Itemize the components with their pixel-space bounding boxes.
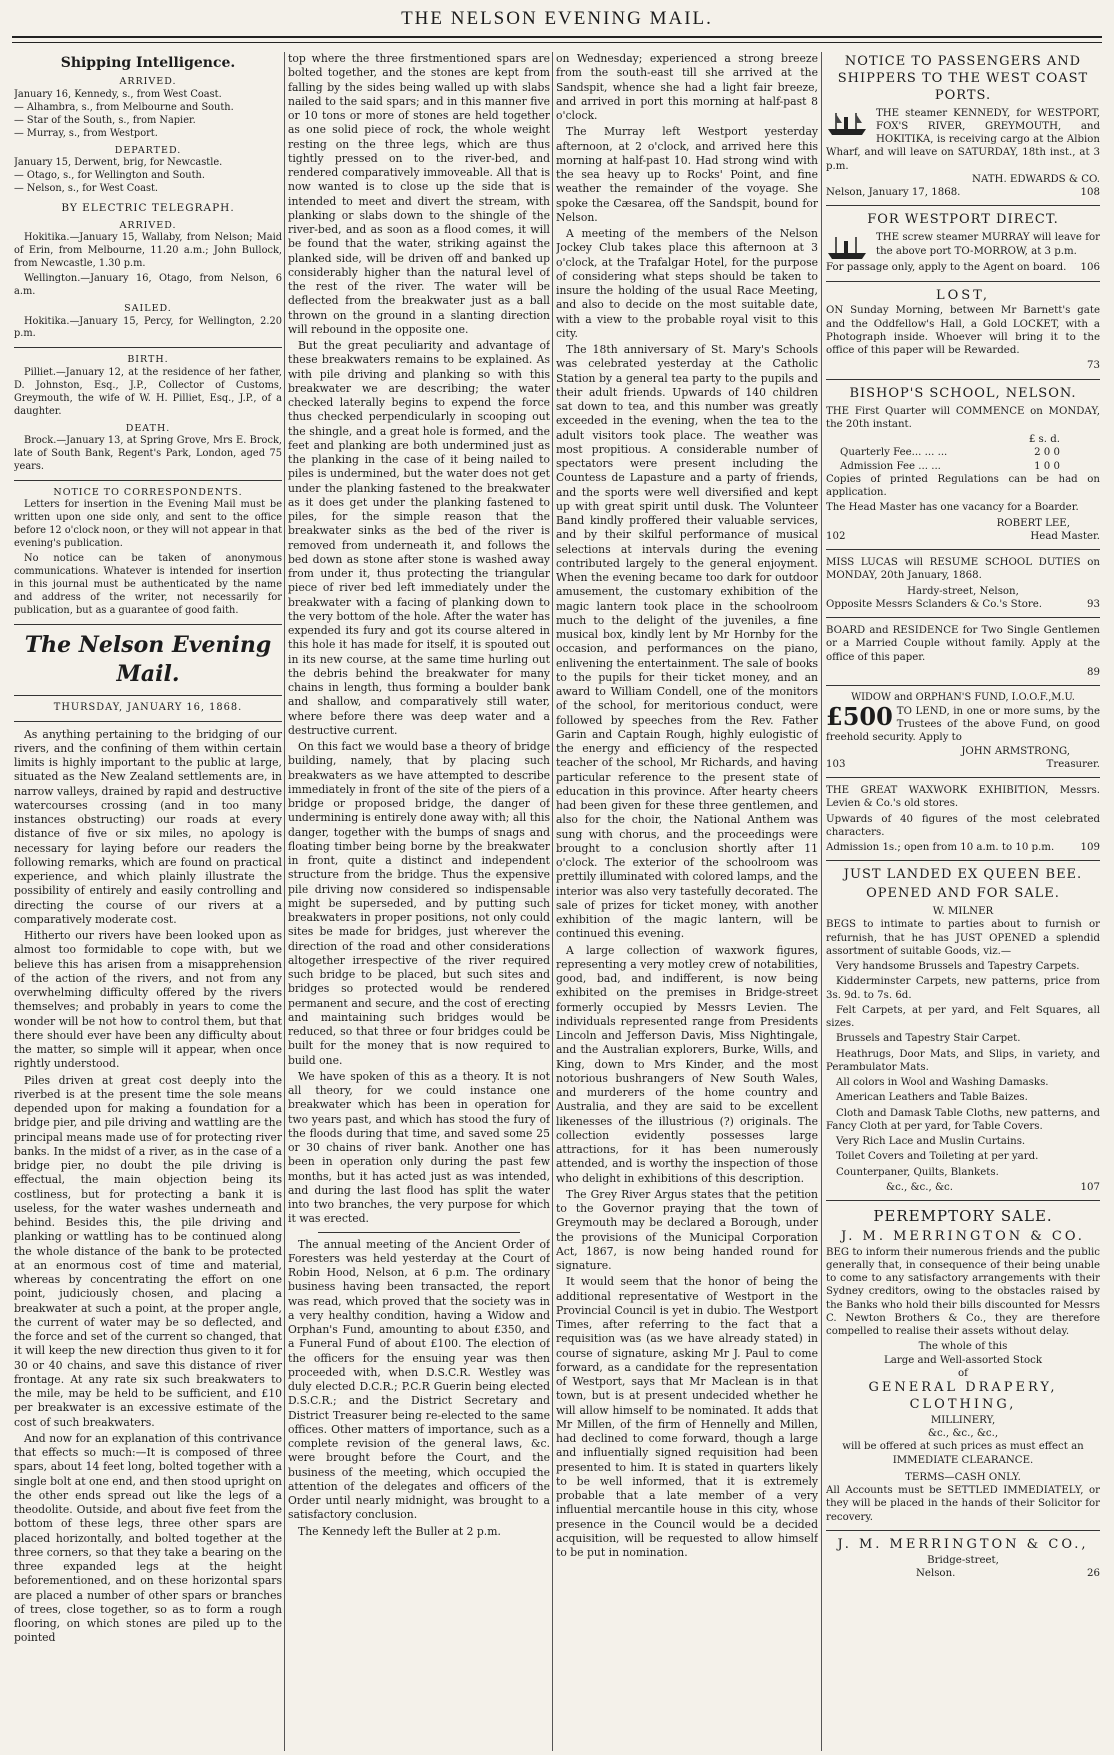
article-paragraph: The 18th anniversary of St. Mary's Schools was celebrated yesterday at the Catholic Station by a general tea party to the pupils and their adult friends. Upwards of 140 children sat down to tea, and this number was greatly exceeded in the evening, when the tea to the adult visitors took place. The weather was most propitious. A considerable number of spectators were present including the Countess de Lapasture and a party of friends, and the sports were well diversified and kept up with great spirit until dusk. The Volunteer Band kindly proffered their valuable services, and by their skilful performance of musical selections at intervals during the evening contributed largely to the general enjoyment. When the evening became too dark for outdoor amusement, the customary exhibition of the magic lantern took place in the schoolroom much to the delight of the juveniles, a fine musical box, kindly lent by Mr Hornby for the occasion, and performances on the piano, enlivening the entertainment. The sale of books to the pupils for their ticket money, and an award to William Condell, one of the monitors of the school, for meritorious conduct, were followed by speeches from the Rev. Father Garin and Captain Rough, highly eulogistic of the energy and efficiency of the respected teacher of the school, Mr Richards, and having particular reference to the present state of education in this province. After hearty cheers had been given for these three gentlemen, and also for the choir, the National Anthem was sung with chorus, and the proceedings were brought to a conclusion shortly after 11 o'clock. The exterior of the schoolroom was prettily illuminated with colored lamps, and the interior was also very tastefully decorated. The sale of prizes for ticket money, with another exhibition of the magic lantern, will be continued this evening.	[556, 343, 818, 941]
ad-line: &c., &c., &c.,	[927, 1428, 999, 1440]
ad-number: 109	[1080, 842, 1100, 854]
divider	[826, 205, 1100, 206]
list-item: January 15, Derwent, brig, for Newcastle.	[14, 157, 223, 169]
list-item: Brussels and Tapestry Stair Carpet.	[836, 1033, 1021, 1045]
ad-address: Hardy-street, Nelson,	[907, 585, 1019, 597]
ad-signature: ROBERT LEE,	[996, 517, 1070, 529]
tel-sailed-heading: SAILED.	[124, 302, 172, 314]
article-paragraph: Piles driven at great cost deeply into the riverbed is at the present time the sole means depended upon for making a foundation for a bridge pier, and pile driving and wattling are the principal means made use of for protecting river banks. In the midst of a river, as in the case of a bridge pier, no doubt the pile driving is effectual, the main objection being its costliness, but for protecting a bank it is useless, for the water washes underneath and behind. Besides this, the pile driving and planking or wattling has to be continued along the whole distance of the bank to be protected at an enormous cost of time and material, whereas by concentrating the effort on one point, judiciously chosen, and placing a breakwater at such a point, at the proper angle, the current of water may be so deflected, and the force and set of the current so changed, that it will keep the new direction thus given to it for 30 or 40 chains, and save this distance of river frontage. At any rate six such breakwaters to the mile, may be held to be sufficient, and £10 per breakwater is an excessive estimate of the cost of such breakwaters.	[14, 1073, 282, 1429]
article-paragraph: on Wednesday; experienced a strong breeze from the south-east till she arrived at the Sandspit, whence she had a light fair breeze, and arrived in port this morning at half-past 8 o'clock.	[556, 52, 818, 122]
divider	[826, 860, 1100, 861]
ad-body: BEGS to intimate to parties about to furnish or refurnish, that he has JUST OPENED a splendid assortment of suitable Goods, viz.—	[826, 919, 1100, 957]
tel-arrived-item: Wellington.—January 16, Otago, from Nelson, 6 a.m.	[14, 273, 282, 298]
list-item: Very handsome Brussels and Tapestry Carpets.	[836, 961, 1080, 973]
tel-arrived-heading: ARRIVED.	[119, 219, 177, 231]
notice-paragraph: No notice can be taken of anonymous communications. Whatever is intended for insertion in this journal must be authenticated by the name and address of the writer, not necessarily for publication, but as a guarantee of good faith.	[14, 553, 282, 616]
list-item: Heathrugs, Door Mats, and Slips, in variety, and Perambulator Mats.	[826, 1048, 1100, 1073]
divider	[14, 695, 282, 696]
list-item: Felt Carpets, at per yard, and Felt Squares, all sizes.	[826, 1004, 1100, 1030]
ad-heading: JUST LANDED EX QUEEN BEE.	[843, 867, 1083, 883]
departed-heading: DEPARTED.	[114, 144, 182, 156]
masthead-rule-thin	[12, 42, 1102, 43]
ad-date: Nelson, January 17, 1868.	[826, 187, 961, 199]
ad-firm: J. M. MERRINGTON & CO.,	[837, 1536, 1089, 1552]
ad-line: Admission 1s.; open from 10 a.m. to 10 p.m.	[826, 842, 1055, 854]
ad-number: 26	[1087, 1567, 1100, 1579]
ad-heading: FOR WESTPORT DIRECT.	[867, 212, 1059, 228]
ad-line: IMMEDIATE CLEARANCE.	[892, 1454, 1034, 1466]
ad-street: Bridge-street,	[927, 1554, 999, 1566]
article-paragraph: It would seem that the honor of being the additional representative of Westport in the Provincial Council is yet in dubio. The Westport Times, after referring to the fact that a requisition was (as we have already stated) in course of signature, asking Mr J. Paul to come forward, as a candidate for the representation of Westport, says that Mr Maclean is in that town, but is at present undecided whether he will allow himself to be nominated. It adds that Mr Millen, of the firm of Hennelly and Millen, had declined to come forward, though a large and influentially signed requisition had been presented to him. It is stated in quarters likely to be well informed, that it is extremely probable that a late member of a very influential mercantile house in this city, whose presence in the Council would be a decided acquisition, will be requested to allow himself to be put in nomination.	[556, 1275, 818, 1559]
departed-list	[14, 157, 282, 196]
death-heading: DEATH.	[125, 422, 171, 434]
ad-name: W. MILNER	[932, 906, 994, 918]
ad-number: 89	[1087, 666, 1100, 678]
ad-body: ON Sunday Morning, between Mr Barnett's gate and the Oddfellow's Hall, a Gold LOCKET, with a Photograph inside. Whoever will bring it to the office of this paper will be Rewarded.	[826, 305, 1100, 357]
list-item: Very Rich Lace and Muslin Curtains.	[836, 1136, 1026, 1148]
article-paragraph: But the great peculiarity and advantage of these breakwaters remains to be explained. As with pile driving and planking so with this breakwater we are describing; the water checked laterally begins to expend the force thus checked perpendicularly in scooping out the shingle, and a great hole is formed, and the feet and planking are both undermined just as the planking in the case of it being nailed to piles is undermined, but the water does not get under the planking fastened to the breakwater as it does get under the planking fastened to piles, for the simple reason that the breakwater sinks as the bed of the river is removed from underneath it, and follows the bed down as stone after stone is washed away from under it, thus protecting the triangular piece of river bed left immediately under the breakwater with a facing of planking down to the very bottom of the hole. After the water has expended its fury and got its course altered in this hole it has made for itself, it is spouted out in its new course, at the same time hurling out the debris behind the breakwater for many chains in length, thus forming a boulder bank and shallow, and comparatively still water, where before there was deep water and a destructive current.	[288, 339, 550, 737]
notice-paragraph: Letters for insertion in the Evening Mail must be written upon one side only, and sent to the office before 12 o'clock noon, or they will not appear in that evening's publication.	[14, 499, 282, 550]
divider	[14, 347, 282, 348]
ad-loan	[826, 701, 1100, 745]
column-divider	[552, 52, 553, 1751]
article-paragraph: On this fact we would base a theory of bridge building, namely, that by placing such breakwaters as we have attempted to describe immediately in front of the site of the piers of a bridge or proposed bridge, the danger of undermining is entirely done away with; all this danger, together with the bumps of snags and floating timber being borne by the breakwater in front, quite a distinct and independent structure from the bridge. Thus the expensive pile driving now considered so indispensable might be superseded, and by putting such breakwaters in proper positions, not only could sites be made for bridges, just wherever the direction of the road and other considerations altogether irrespective of the river required such bridge to be placed, but such sites and bridges so protected would be rendered permanent and secure, and the cost of erecting and maintaining such bridges would be reduced, so that three or four bridges could be built for the money that is now required to build one.	[288, 740, 550, 1067]
ad-line: MILLINERY,	[930, 1414, 996, 1426]
list-item: — Star of the South, s., from Napier.	[14, 114, 196, 126]
death-notice: Brock.—January 13, at Spring Grove, Mrs E. Brock, late of South Bank, Regent's Park, London, aged 75 years.	[14, 435, 282, 472]
ad-subheading: OPENED AND FOR SALE.	[866, 886, 1060, 902]
masthead: THE NELSON EVENING MAIL.	[401, 8, 713, 29]
ad-number: 107	[1080, 1181, 1100, 1193]
list-item: — Nelson, s., for West Coast.	[14, 183, 159, 195]
ad-number: 108	[1080, 187, 1100, 199]
ad-number: 106	[1080, 262, 1100, 274]
list-item: Toilet Covers and Toileting at per yard.	[836, 1151, 1039, 1163]
divider	[14, 721, 282, 722]
ad-extra: For passage only, apply to the Agent on board.	[826, 262, 1067, 274]
ad-line: CLOTHING,	[909, 1396, 1017, 1412]
divider	[826, 1200, 1100, 1201]
ad-heading: PEREMPTORY SALE.	[873, 1207, 1053, 1226]
ad-kennedy	[826, 107, 1100, 173]
ad-heading: LOST,	[935, 287, 991, 303]
arrived-heading: ARRIVED.	[119, 76, 177, 88]
ad-line: The Head Master has one vacancy for a Boarder.	[826, 502, 1079, 514]
ad-number: 103	[826, 758, 846, 770]
ad-line: Upwards of 40 figures of the most celebrated characters.	[826, 813, 1100, 838]
article-paragraph: Hitherto our rivers have been looked upon as almost too formidable to cope with, but we believe this has arisen from a misapprehension of the action of the rivers, and not from any overwhelming difficulty offered by the rivers themselves; and probably in years to come the wonder will be not how to control them, but that there should ever have been any difficulty about the matter, so simple will it appear, when once rightly understood.	[14, 929, 282, 1071]
ad-number: 102	[826, 530, 846, 542]
ad-body: THE screw steamer MURRAY will leave for the above port TO-MORROW, at 3 p.m.	[876, 232, 1100, 257]
fee-value: 2 0 0	[1034, 447, 1060, 459]
article-paragraph: The Grey River Argus states that the petition to the Governor praying that the town of Greymouth may be declared a Borough, under the provisions of the Municipal Corporation Act, 1867, is now being handed round for signature.	[556, 1187, 818, 1272]
ad-body: BOARD and RESIDENCE for Two Single Gentlemen or a Married Couple without family. Apply at the office of this paper.	[826, 625, 1100, 663]
ad-body: THE First Quarter will COMMENCE on MONDAY, the 20th instant.	[826, 405, 1100, 430]
list-item: — Otago, s., for Wellington and South.	[14, 170, 205, 182]
ad-heading: BISHOP'S SCHOOL, NELSON.	[849, 385, 1077, 401]
divider	[318, 1232, 520, 1233]
ad-heading: NOTICE TO PASSENGERS AND SHIPPERS TO THE WEST COAST PORTS.	[837, 54, 1089, 103]
ad-body: MISS LUCAS will RESUME SCHOOL DUTIES on MONDAY, 20th January, 1868.	[826, 557, 1100, 582]
ad-title: Head Master.	[1030, 530, 1100, 542]
article-paragraph: As anything pertaining to the bridging of our rivers, and the confining of them within certain limits is highly important to the public at large, situated as the New Zealand settlements are, in narrow valleys, drained by rapid and destructive watercourses crossing (and in too many instances obstructing) our roads at every distance of five or six miles, no apology is necessary for laying before our readers the following remarks, which are found on practical experience, and which plainly illustrate the possibility of entirely and easily controlling and directing the course of our rivers at a comparatively moderate cost.	[14, 727, 282, 926]
birth-notice: Pilliet.—January 12, at the residence of her father, D. Johnston, Esq., J.P., Collector of Customs, Greymouth, the wife of W. H. Pilliet, Esq., J.P., of a daughter.	[14, 366, 282, 417]
divider	[826, 281, 1100, 282]
divider	[826, 549, 1100, 550]
steamship-icon	[826, 109, 870, 137]
divider	[826, 379, 1100, 380]
paper-title: The Nelson Evening Mail.	[24, 631, 272, 687]
ad-number: 73	[1087, 360, 1100, 372]
ad-signature: NATH. EDWARDS & CO.	[972, 173, 1100, 185]
divider	[826, 1530, 1100, 1531]
birth-heading: BIRTH.	[127, 354, 169, 366]
column-4-ads	[826, 52, 1100, 1751]
ad-address: Opposite Messrs Sclanders & Co.'s Store.	[826, 598, 1042, 610]
list-item: American Leathers and Table Baizes.	[836, 1092, 1028, 1104]
list-item: — Alhambra, s., from Melbourne and South.	[14, 101, 234, 113]
ad-number: 93	[1087, 598, 1100, 610]
ad-town: Nelson.	[916, 1567, 956, 1579]
ad-line: will be offered at such prices as must effect an	[842, 1441, 1084, 1453]
ad-terms: TERMS—CASH ONLY.	[905, 1471, 1021, 1483]
column-3	[556, 52, 818, 1751]
article-paragraph: A meeting of the members of the Nelson Jockey Club takes place this afternoon at 3 o'clock, at the Trafalgar Hotel, for the purpose of considering what steps should be taken to insure the holding of the usual Race Meeting, and also to decide on the most suitable date, with a view to the probable royal visit to this city.	[556, 227, 818, 340]
column-divider	[284, 52, 285, 1751]
fee-label: Quarterly Fee... ... ...	[840, 447, 948, 459]
article-paragraph: A large collection of waxwork figures, representing a very motley crew of notabilities, good, bad, and indifferent, is now being exhibited on the premises in Bridge-street formerly occupied by Messrs Levien. The individuals represented range from Presidents Lincoln and Jefferson Davis, Miss Nightingale, and the Australian explorers, Burke, Wills, and King, down to Mrs Kinder, and the most notorious bushrangers of New South Wales, and murderers of the home country and Australia, and they are said to be excellent likenesses of the illustrious (?) originals. The collection evidently possesses large attractions, for it has been numerously attended, and is worthy the inspection of those who delight in exhibitions of this description.	[556, 943, 818, 1185]
list-item: Counterpaner, Quilts, Blankets.	[836, 1166, 999, 1178]
divider	[826, 617, 1100, 618]
article-paragraph: The Kennedy left the Buller at 2 p.m.	[298, 1524, 501, 1538]
ad-line: All Accounts must be SETTLED IMMEDIATELY, or they will be placed in the hands of their Solicitor for recovery.	[826, 1485, 1100, 1523]
article-paragraph: The annual meeting of the Ancient Order of Foresters was held yesterday at the Court of Robin Hood, Nelson, at 6 p.m. The ordinary business having been transacted, the report was read, which proved that the society was in a very healthy condition, having a Widow and Orphan's Fund, amounting to about £350, and a Funeral Fund of about £100. The election of the officers for the ensuing year was then proceeded with, when D.S.C.R. Westley was duly elected D.C.R.; P.C.R Guerin being elected D.S.C.R.; and the District Secretary and District Treasurer being re-elected to the same offices. Other matters of importance, such as a complete revision of the general laws, &c. were brought before the Court, and the business of the meeting, which occupied the attention of the delegates and officers of the Order until nearly midnight, was brought to a satisfactory conclusion.	[288, 1237, 550, 1522]
ad-line: Large and Well-assorted Stock	[883, 1354, 1043, 1366]
divider	[14, 624, 282, 625]
telegraph-heading: BY ELECTRIC TELEGRAPH.	[61, 201, 235, 214]
ad-murray	[826, 231, 1100, 258]
article-paragraph: We have spoken of this as a theory. It is not all theory, for we could instance one breakwater which has been in operation for two years past, and which has stood the fury of the floods during that time, and saved some 25 or 30 chains of river bank. Another one has been in operation only during the past few months, but it has acted just as was intended, and during the last flood has split the water into two branches, the very purpose for which it was erected.	[288, 1069, 550, 1226]
tel-sailed-item: Hokitika.—January 15, Percy, for Wellington, 2.20 p.m.	[14, 315, 282, 340]
steamship-icon	[826, 233, 870, 261]
loan-amount: £500	[826, 701, 893, 731]
arrived-list	[14, 89, 282, 141]
list-item: Kidderminster Carpets, new patterns, price from 3s. 9d. to 7s. 6d.	[826, 976, 1100, 1001]
list-item: January 16, Kennedy, s., from West Coast.	[14, 89, 222, 100]
divider	[826, 777, 1100, 778]
tel-arrived-item: Hokitika.—January 15, Wallaby, from Nelson; Maid of Erin, from Melbourne, 11.20 a.m.; John Bullock, from Newcastle, 1.30 p.m.	[14, 232, 282, 270]
ad-body: TO LEND, in one or more sums, by the Trustees of the above Fund, on good freehold security. Apply to	[826, 705, 1100, 744]
list-item: All colors in Wool and Washing Damasks.	[836, 1077, 1049, 1089]
goods-list	[826, 960, 1100, 1179]
ad-line: of	[958, 1367, 968, 1379]
column-divider	[821, 52, 822, 1751]
article-paragraph: top where the three firstmentioned spars are bolted together, and the stones are kept from falling by the sides being walled up with slabs nailed to the said spars; and in this manner five or 10 tons or more of stones are held together as one solid piece of rock, the whole weight resting on the three legs, which are thus tightly pressed on to the river-bed, and rendered comparatively immoveable. All that is now wanted is to close up the side that is intended to meet and divert the stream, with planking or slabs down to the shingle of the river-bed, and as soon as a flood comes, it will be found that the water, striking against the planked side, will be driven off and banked up considerably higher than the natural level of the rest of the river. The water will be deflected from the breakwater just as a ball thrown on the ground in a slanting direction will rebound in the opposite one.	[288, 52, 550, 336]
list-item: — Murray, s., from Westport.	[14, 127, 158, 139]
column-2	[288, 52, 550, 1751]
article-paragraph: And now for an explanation of this contrivance that effects so much:—It is composed of three spars, about 14 feet long, bolted together with a single bolt at one end, and then stood upright on the other ends spread out like the legs of a theodolite. Outside, and about five feet from the bottom of these legs, three other spars are placed horizontally, and bolted together at the three corners, so that they take a bearing on the three expanded legs at the height beforementioned, and on these horizontal spars are placed a number of other spars or branches of trees, close together, so as to form a rough flooring, on which stones are piled up to the pointed	[14, 1431, 282, 1645]
notice-heading: NOTICE TO CORRESPONDENTS.	[53, 486, 243, 498]
fee-value: 1 0 0	[1034, 460, 1060, 472]
list-item: Cloth and Damask Table Cloths, new patterns, and Fancy Cloth at per yard, for Table Covers.	[826, 1107, 1100, 1132]
article-paragraph: The Murray left Westport yesterday afternoon, at 2 o'clock, and arrived here this morning at half-past 10. Had strong wind with the sea heavy up to Rocks' Point, and fine weather the remainder of the voyage. She spoke the Cæsarea, off the Sandspit, bound for Nelson.	[556, 125, 818, 224]
dateline: THURSDAY, JANUARY 16, 1868.	[53, 701, 243, 713]
ad-etc: &c., &c., &c.	[886, 1181, 953, 1193]
ad-body: BEG to inform their numerous friends and the public generally that, in consequence of their being unable to come to any satisfactory arrangements with their Sydney creditors, owing to the obstacles raised by the Banks who hold their bills discounted for Messrs C. Newton Brothers & Co., they are therefore compelled to realise their assets without delay.	[826, 1246, 1100, 1337]
ad-heading: WIDOW and ORPHAN'S FUND, I.O.O.F.,M.U.	[851, 692, 1075, 704]
column-1	[14, 52, 282, 1751]
ad-title: Treasurer.	[1046, 758, 1100, 770]
ad-signature: JOHN ARMSTRONG,	[961, 745, 1070, 757]
shipping-title: Shipping Intelligence.	[60, 55, 236, 71]
ad-line: Copies of printed Regulations can be had on application.	[826, 473, 1100, 499]
divider	[14, 480, 282, 481]
masthead-rule	[12, 36, 1102, 38]
ad-line: The whole of this	[918, 1341, 1008, 1353]
fee-label: Admission Fee ... ...	[840, 460, 941, 472]
divider	[826, 685, 1100, 686]
ad-body: THE GREAT WAXWORK EXHIBITION, Messrs. Levien & Co.'s old stores.	[826, 785, 1100, 810]
ad-firm: J. M. MERRINGTON & CO.	[841, 1228, 1085, 1244]
ad-line: GENERAL DRAPERY,	[868, 1380, 1058, 1395]
ad-body: THE steamer KENNEDY, for WESTPORT, FOX'S RIVER, GREYMOUTH, and HOKITIKA, is receiving cargo at the Albion Wharf, and will leave on SATURDAY, 18th inst., at 3 p.m.	[826, 107, 1100, 172]
fee-header: £ s. d.	[1028, 434, 1060, 446]
